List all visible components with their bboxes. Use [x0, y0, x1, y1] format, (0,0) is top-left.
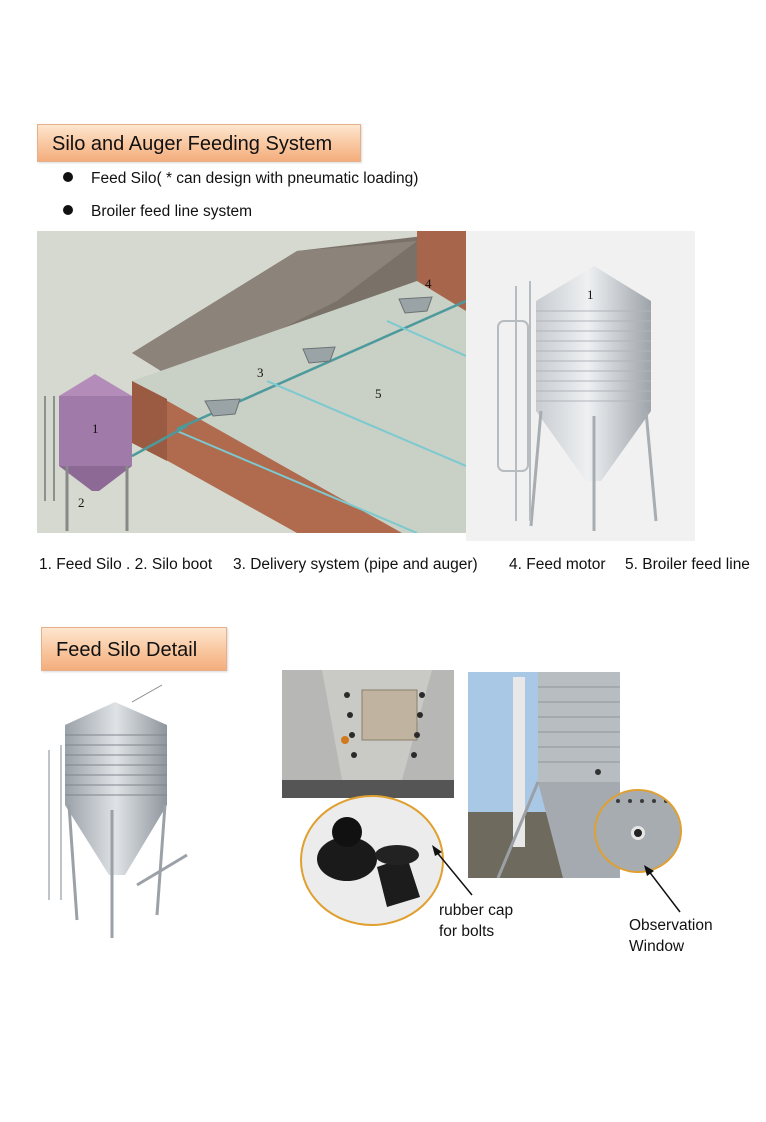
marker-4: 4 [425, 276, 432, 291]
observation-window-icon [596, 791, 680, 871]
bullet-text: Broiler feed line system [91, 203, 253, 220]
rubber-cap-label-line1: rubber cap [439, 902, 514, 919]
caption-silo-boot: 1. Feed Silo . 2. Silo boot [39, 556, 213, 573]
bullet-dot-icon [63, 205, 73, 215]
rubber-cap-label [439, 900, 513, 942]
bolts-illustration [282, 670, 454, 798]
observation-label-line1: Observation [629, 917, 713, 934]
marker-1: 1 [92, 421, 99, 436]
rubber-cap-label-line2: for bolts [439, 923, 495, 940]
marker-5: 5 [375, 386, 382, 401]
silo-illustration [466, 231, 695, 541]
caption-broiler-feed-line: 5. Broiler feed line [625, 556, 750, 573]
feed-silo-illustration [37, 680, 197, 942]
marker-2: 2 [78, 495, 85, 510]
observation-label-line2: Window [629, 938, 685, 955]
bullet-feed-silo [63, 170, 418, 188]
silo-boot-bolts-photo [282, 670, 454, 798]
broiler-house-illustration [37, 231, 466, 533]
bullet-dot-icon [63, 172, 73, 182]
section-title-feed-silo-detail: Feed Silo Detail [41, 627, 227, 671]
section-title-silo-auger: Silo and Auger Feeding System [37, 124, 361, 162]
bullet-feed-line [63, 203, 252, 221]
marker-3: 3 [257, 365, 264, 380]
broiler-house-diagram [37, 231, 466, 533]
photo-marker-1: 1 [587, 287, 594, 302]
silo-photo-ladder [466, 231, 695, 541]
observation-window-zoom-circle [594, 789, 682, 873]
caption-delivery-system: 3. Delivery system (pipe and auger) [233, 556, 478, 573]
observation-arrow-icon [640, 862, 690, 917]
caption-feed-motor: 4. Feed motor [509, 556, 606, 573]
observation-window-label [629, 915, 713, 957]
bullet-text: Feed Silo( * can design with pneumatic loading) [91, 170, 419, 187]
feed-silo-photo [37, 680, 197, 942]
